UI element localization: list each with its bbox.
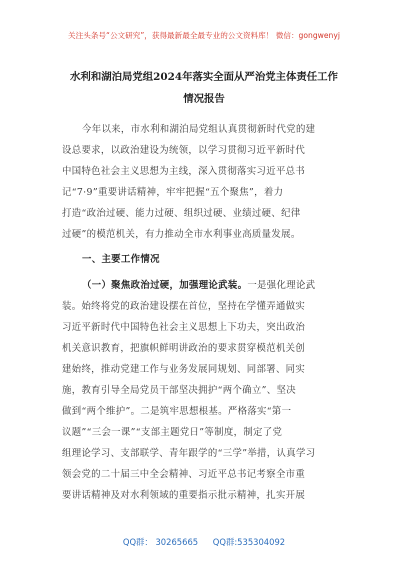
section-heading: 一、主要工作情况 bbox=[82, 254, 160, 265]
document-title-line2: 情况报告 bbox=[183, 93, 225, 105]
footer-contact bbox=[0, 536, 408, 548]
intro-line: 过硬”的模范机关，有力推动全市水利事业高质量发展。 bbox=[62, 229, 301, 240]
item1-line: 建始终，推动党建工作与业务发展同规划、同部署、同实 bbox=[62, 364, 306, 375]
intro-line: 中国特色社会主义思想为主线，深入贯彻落实习近平总书 bbox=[62, 166, 306, 177]
intro-line: 打造“政治过硬、能力过硬、组织过硬、业绩过硬、纪律 bbox=[62, 208, 301, 219]
item1-line: 习近平新时代中国特色社会主义思想上下功夫，突出政治 bbox=[62, 322, 306, 333]
item1-line: 施，教育引导全局党员干部坚决拥护“两个确立”、坚决 bbox=[62, 385, 296, 396]
document-title-line1: 水利和湖泊局党组2024年落实全面从严治党主体责任工作 bbox=[70, 71, 338, 83]
footer-qq-group-1: QQ群： 30265665 bbox=[122, 537, 199, 547]
item1-line: 组理论学习、支部联学、青年跟学的“三学”举措，认真学习 bbox=[62, 448, 316, 459]
item1-first-rest: 一是强化理论武 bbox=[247, 280, 316, 291]
item1-first-line bbox=[62, 277, 372, 291]
intro-line: 今年以来，市水利和湖泊局党组认真贯彻新时代党的建 bbox=[82, 124, 316, 135]
intro-line: 记“7·9”重要讲话精神，牢牢把握“五个聚焦”，着力 bbox=[62, 187, 284, 198]
item1-line: 要讲话精神及对水利领域的重要指示批示精神，扎实开展 bbox=[62, 490, 306, 501]
item1-line: 做到“两个维护”。二是筑牢思想根基。严格落实“第一 bbox=[62, 406, 292, 417]
item1-line: 议题”“三会一课”“支部主题党日”等制度，制定了党 bbox=[62, 427, 283, 438]
item1-heading: （一）聚焦政治过硬，加强理论武装。 bbox=[82, 280, 248, 291]
footer-qq-group-2: QQ群:535304092 bbox=[212, 537, 286, 547]
intro-line: 设总要求，以政治建设为统领，以学习贯彻习近平新时代 bbox=[62, 145, 306, 156]
promo-banner: 关注头条号“公文研究”，获得最新最全最专业的公文资料库！ 微信：gongwenyj bbox=[68, 31, 340, 40]
item1-line: 领会党的二十届三中全会精神、习近平总书记考察全市重 bbox=[62, 469, 306, 480]
item1-line: 装。始终将党的政治建设摆在首位，坚持在学懂弄通做实 bbox=[62, 301, 306, 312]
item1-line: 机关意识教育，把旗帜鲜明讲政治的要求贯穿模范机关创 bbox=[62, 343, 306, 354]
